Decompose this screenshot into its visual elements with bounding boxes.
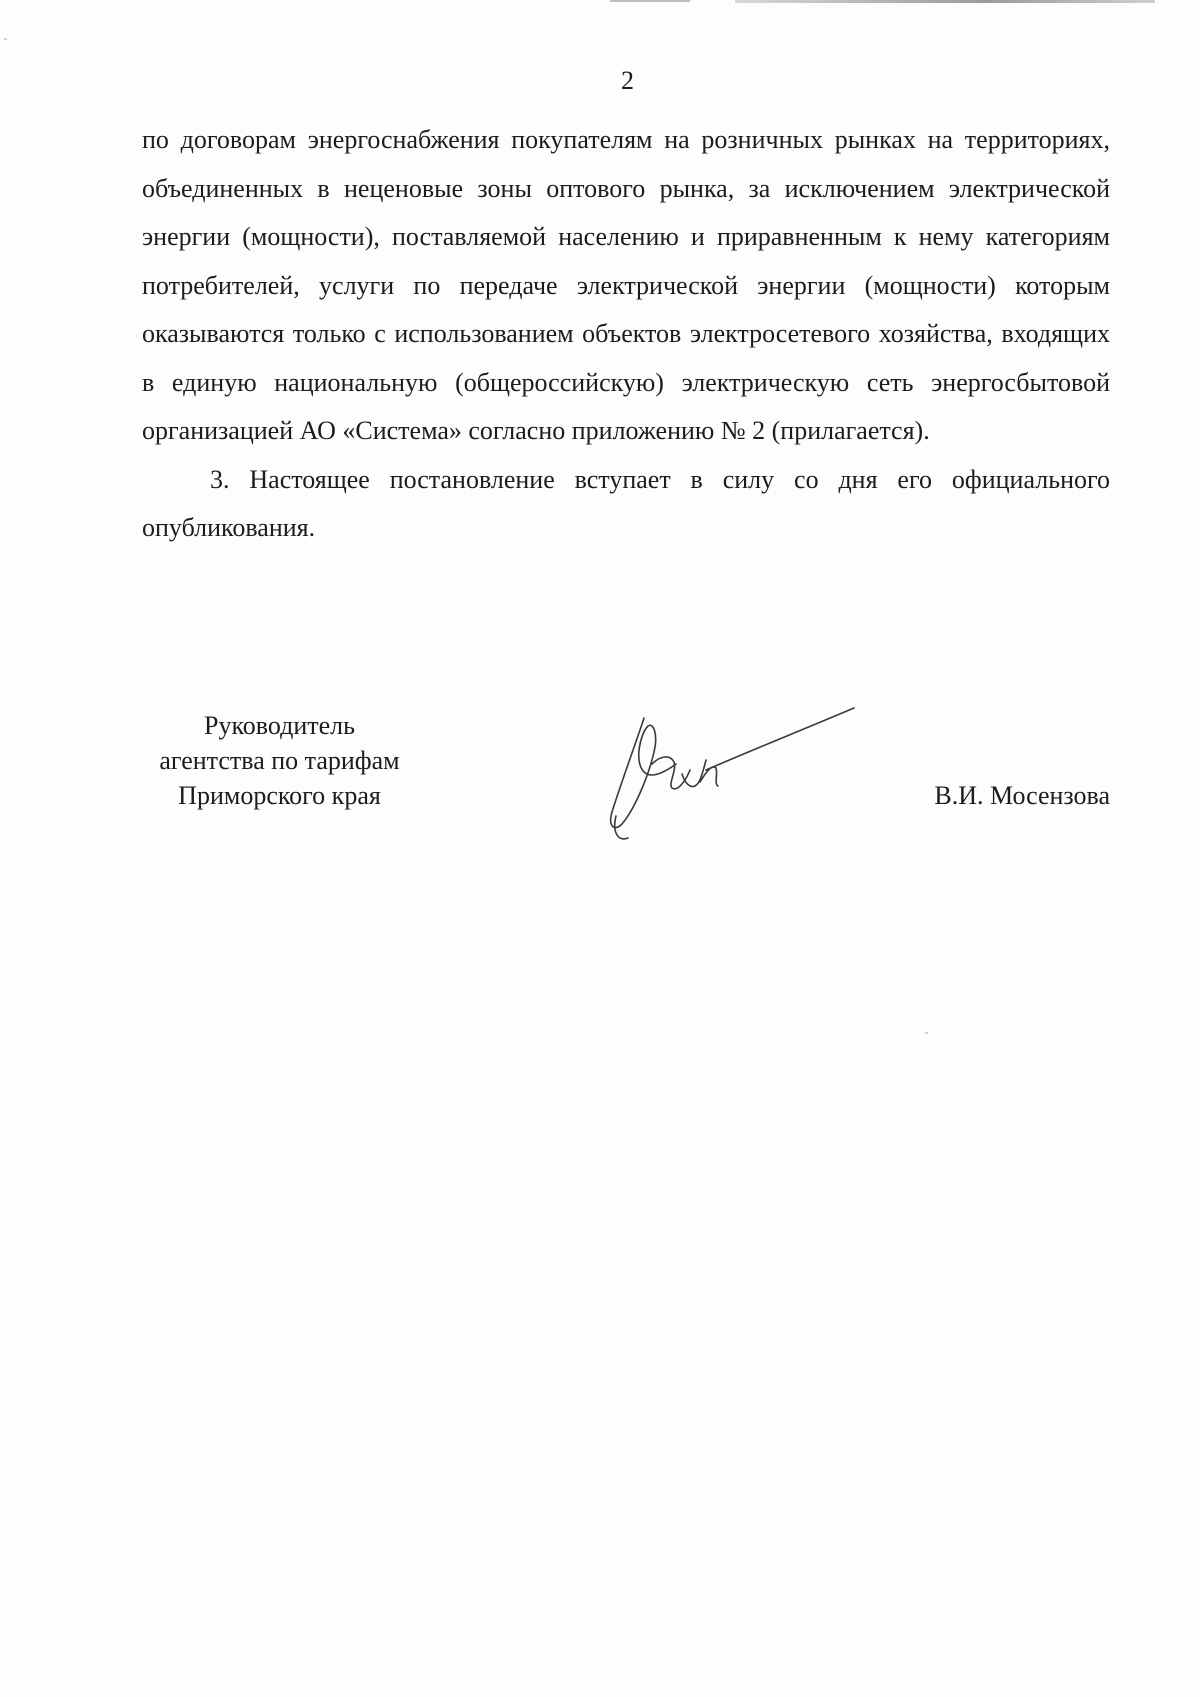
document-body	[142, 116, 1110, 553]
paragraph-continuation: по договорам энергоснабжения покупателям на розничных рынках на территориях, объединенных в неценовые зоны оптового рынка, за исключением электрической энергии (мощности), поставляемой населению и приравненным к нему категориям потребителей, услуги по передаче электрической энергии (мощности) которым оказываются только с использованием объектов электросетевого хозяйства, входящих в единую национальную (общероссийскую) электрическую сеть энергосбытовой организацией АО «Система» согласно приложению № 2 (прилагается).	[142, 125, 1110, 445]
scan-speck	[925, 1032, 928, 1034]
signatory-title	[142, 708, 417, 813]
page-number: 2	[621, 66, 634, 95]
scan-speck	[4, 38, 7, 40]
signature-block	[142, 708, 1110, 868]
scan-artifact-top-edge	[735, 0, 1155, 3]
signatory-name: В.И. Мосензова	[934, 781, 1110, 810]
scan-artifact-dash	[610, 0, 690, 2]
signatory-title-line-2: агентства по тарифам	[159, 746, 400, 775]
signatory-title-line-3: Приморского края	[178, 781, 381, 810]
handwritten-signature	[582, 700, 912, 850]
paragraph-item-3: 3. Настоящее постановление вступает в силу со дня его официального опубликования.	[142, 464, 1110, 542]
signatory-title-line-1: Руководитель	[204, 711, 355, 740]
